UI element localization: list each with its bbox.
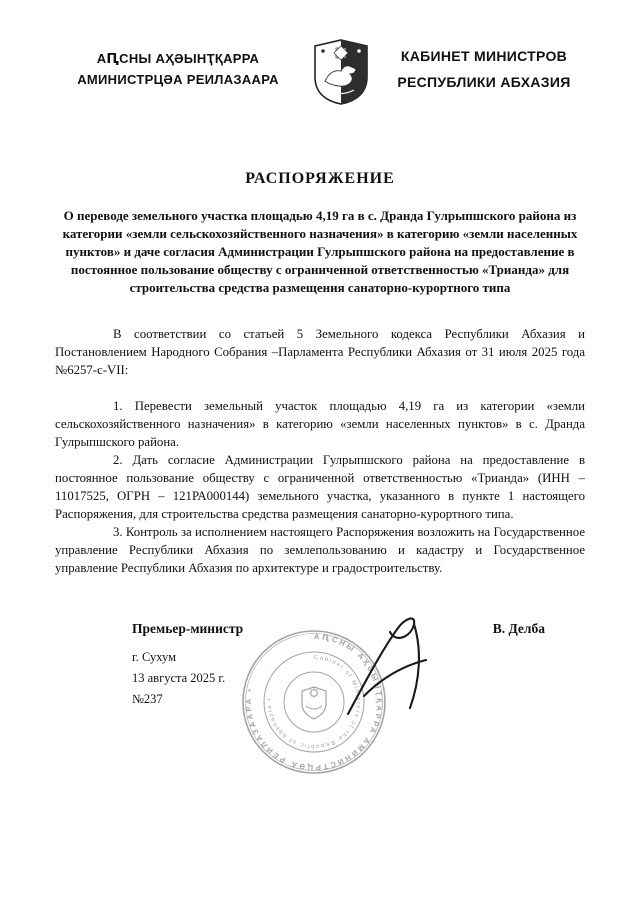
signer-position: Премьер-министр — [132, 621, 244, 636]
footer-city: г. Сухум — [132, 650, 177, 664]
org-left-line1: АԤСНЫ АҲӘЫНҬҚАРРА — [96, 51, 260, 66]
document-body — [0, 325, 640, 577]
org-left-line2: АМИНИСТРЦӘА РЕИЛАЗААРА — [77, 72, 279, 87]
org-name-russian — [378, 36, 590, 95]
order-item-2: 2. Дать согласие Администрации Гулрыпшского района на предоставление в постоянное пользование обществу с ограниченной ответственностью «Трианда» (ИНН – 11017525, ОГРН – 121РА000144) земельного участка, указанного в пункте 1 настоящего Распоряжения, для строительства средства размещения санаторно-курортного типа. — [55, 453, 585, 521]
org-right-line2: РЕСПУБЛИКИ АБХАЗИЯ — [397, 74, 571, 90]
letterhead — [0, 0, 640, 106]
footer-date: 13 августа 2025 г. — [132, 671, 226, 685]
stamp-outer-ring-text: АԤСНЫ АҲӘЫНҬҚАРРА АМИНИСТРЦӘА РЕИЛАЗААРА • — [243, 631, 384, 773]
coat-of-arms-icon — [312, 38, 370, 106]
signer-name: В. Делба — [492, 621, 545, 636]
document-subject: О переводе земельного участка площадью 4,19 га в с. Дранда Гулрыпшского района из категории «земли сельскохозяйственного назначения» в категорию «земли населенных пунктов» и даче согласия Администрации Гулрыпшского района на предоставление в постоянное пользование обществу с ограниченной ответственностью «Трианда» для строительства средства размещения санаторно-курортного типа — [62, 208, 578, 295]
footer-number: №237 — [132, 692, 163, 706]
intro-paragraph: В соответствии со статьей 5 Земельного кодекса Республики Абхазия и Постановлением Народного Собрания –Парламента Республики Абхазия от 31 июля 2025 года №6257-с-VII: — [55, 327, 585, 377]
org-name-abkhazian — [52, 36, 304, 90]
org-right-line1: КАБИНЕТ МИНИСТРОВ — [400, 48, 568, 64]
order-item-1: 1. Перевести земельный участок площадью 4,19 га из категории «земли сельскохозяйственного назначения» в категорию «земли населенных пунктов» в с. Дранда Гулрыпшского района. — [55, 399, 585, 449]
signature-row — [0, 621, 640, 637]
document-title: РАСПОРЯЖЕНИЕ — [245, 170, 395, 187]
stamp-inner-ring-text: Cabinet of Ministers of the Republic of Abkhazia • — [266, 654, 362, 750]
order-item-3: 3. Контроль за исполнением настоящего Распоряжения возложить на Государственное управление Республики Абхазия по землепользованию и кадастру и Государственное управление Республики Абхазия по архитектуре и градостроительству. — [55, 525, 585, 575]
footer-block — [0, 647, 640, 710]
